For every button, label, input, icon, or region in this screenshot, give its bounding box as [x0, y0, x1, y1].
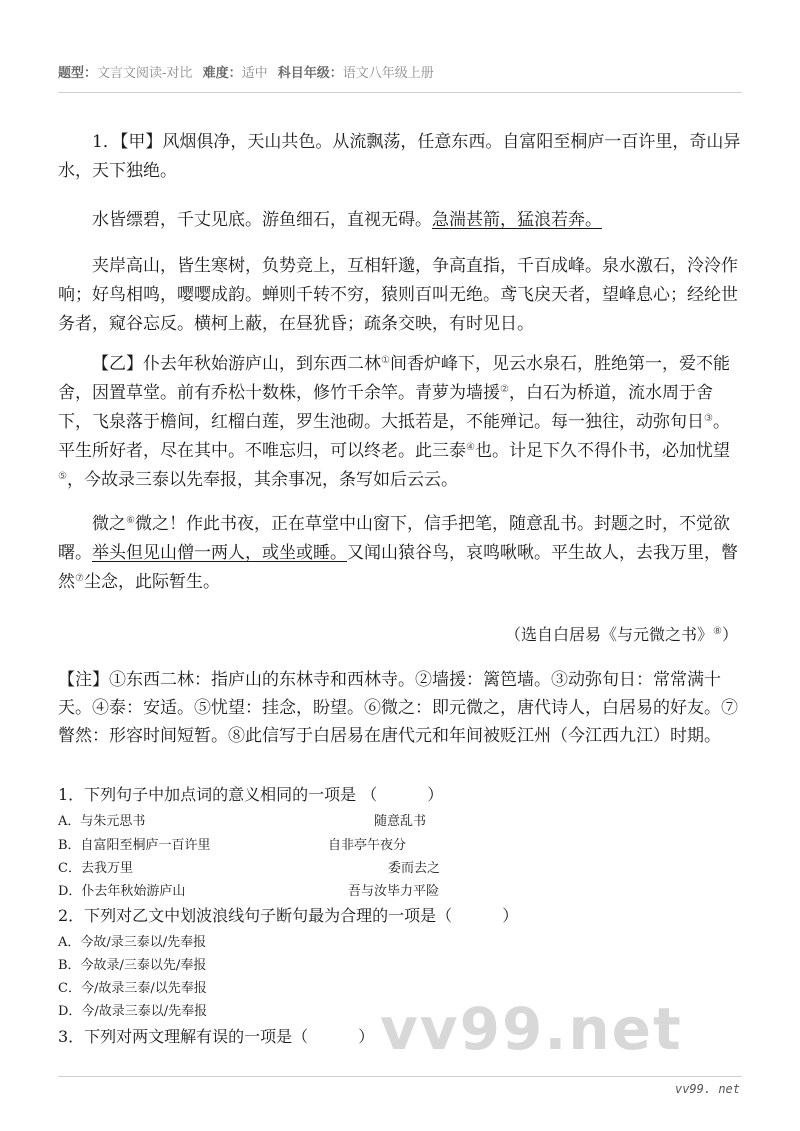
difficulty-value: 适中	[241, 66, 268, 81]
difficulty-label: 难度：	[202, 66, 242, 81]
annotations-text: 【注】①东西二林：指庐山的东林寺和西林寺。②墙援：篱笆墙。③动弥旬日：常常满十天。④泰：安适。⑤忧望：挂念，盼望。⑥微之：即元微之，唐代诗人，白居易的好友。⑦瞥然：形容时间短暂。⑧此信写于白居易在唐代元和年间被贬江州（今江西九江）时期。	[58, 670, 738, 746]
passage-jia-p1-text: 1．【甲】风烟俱净，天山共色。从流飘荡，任意东西。自富阳至桐庐一百许里，奇山异水，天下独绝。	[58, 132, 741, 181]
passage-jia-p2-plain: 水皆缥碧，千丈见底。游鱼细石，直视无碍。	[92, 210, 432, 230]
note-mark-8: ⑧	[713, 626, 722, 637]
q2-option-b-text: B．今故录/三泰以先/奉报	[58, 958, 207, 973]
question-3-close: ）	[358, 1027, 375, 1046]
yi-s3: ，白石为桥道，流水周于舍下，飞泉落于檐间，红榴白莲，罗生池砌。大抵若是，不能殚记。每一独往，动弥旬日	[58, 383, 713, 432]
yi-t4: 又闻山猿谷鸟，哀鸣啾啾。平生故人，去我万里，瞥然	[58, 543, 738, 592]
passage-jia-p3	[58, 252, 742, 339]
note-mark-7: ⑦	[75, 573, 84, 584]
option-a-right: 随意乱书	[374, 814, 427, 829]
note-mark-5: ⑤	[58, 471, 67, 482]
watermark: vv99.net	[380, 995, 683, 1063]
yi-s5: 也。计足下久不得仆书，必加忧望	[474, 441, 730, 461]
grade-value: 语文八年级上册	[342, 66, 434, 81]
grade-label: 科目年级：	[277, 66, 343, 81]
question-1-close: ）	[427, 785, 444, 804]
option-d-left: D．仆去年秋始游庐山	[58, 884, 186, 899]
question-2-text: 2．下列对乙文中划波浪线句子断句最为合理的一项是（	[58, 906, 453, 925]
passage-jia-p2-underlined: 急湍甚箭，猛浪若奔。	[432, 210, 602, 230]
passage-jia-p3-text: 夹岸高山，皆生寒树，负势竞上，互相轩邈，争高直指，千百成峰。泉水激石，泠泠作响；好鸟相鸣，嘤嘤成韵。蝉则千转不穷，猿则百叫无绝。鸢飞戾天者，望峰息心；经纶世务者，窥谷忘反。横柯上蔽，在昼犹昏；疏条交映，有时见日。	[58, 256, 738, 334]
passage-yi-p1	[58, 350, 742, 495]
source-text: （选自白居易《与元微之书》	[505, 625, 714, 644]
question-2-close: ）	[502, 906, 519, 925]
question-2-stem	[58, 903, 518, 926]
option-d-right: 吾与汝毕力平险	[348, 884, 440, 899]
option-b-left: B．自富阳至桐庐一百许里	[58, 838, 211, 853]
source-end: ）	[721, 625, 738, 644]
type-label: 题型：	[58, 66, 98, 81]
note-mark-4: ④	[466, 442, 475, 453]
q2-option-d-text: D．今/故录三泰以/先奉报	[58, 1004, 208, 1019]
question-1-stem	[58, 782, 443, 805]
bottom-divider	[58, 1076, 742, 1077]
passage-jia-p2	[58, 206, 742, 235]
option-b-right: 自非亭午夜分	[328, 838, 407, 853]
footer-site: vv99. net	[674, 1082, 740, 1096]
source-citation	[505, 622, 738, 645]
note-mark-6: ⑥	[126, 515, 135, 526]
yi-s6: ，今故录三泰以先奉报，其余事况，条写如后云云。	[66, 470, 458, 490]
yi-s1: 【乙】仆去年秋始游庐山，到东西二林	[92, 354, 381, 374]
option-c-left: C．去我万里	[58, 861, 133, 876]
top-divider	[58, 92, 742, 93]
option-a-left: A．与朱元思书	[58, 814, 146, 829]
option-c-right: 委而去之	[388, 861, 441, 876]
note-mark-2: ②	[500, 384, 509, 395]
question-1-text: 1．下列句子中加点词的意义相同的一项是 （	[58, 785, 378, 804]
yi-t5: 尘念，此际暂生。	[83, 572, 220, 592]
yi-t3-underlined: 举头但见山僧一两人，或坐或睡。	[92, 543, 347, 563]
passage-yi-p2	[58, 510, 742, 597]
yi-t1: 微之	[92, 514, 126, 534]
annotations	[58, 666, 742, 750]
question-3-stem	[58, 1024, 374, 1047]
q2-option-c-text: C．今/故录三泰/以先奉报	[58, 981, 207, 996]
yi-s2: 间香炉峰下，见云水泉石，胜绝第一，爱不能舍，因置草堂。前有乔松十数株，修竹千余竿。青萝为墙援	[58, 354, 730, 403]
note-mark-3: ③	[704, 413, 713, 424]
passage-jia-p1	[58, 128, 742, 186]
type-value: 文言文阅读-对比	[97, 66, 193, 81]
q2-option-a-text: A．今故/录三泰以/先奉报	[58, 935, 207, 950]
yi-s4: 。平生所好者，尽在其中。不唯忘归，可以终老。此三泰	[58, 412, 730, 461]
question-meta	[58, 62, 434, 81]
note-mark-1: ①	[381, 355, 390, 366]
yi-t2: 微之！作此书夜，正在草堂中山窗下，信手把笔，随意乱书。封题之时，不觉欲曙。	[58, 514, 730, 563]
question-3-text: 3．下列对两文理解有误的一项是（	[58, 1027, 309, 1046]
